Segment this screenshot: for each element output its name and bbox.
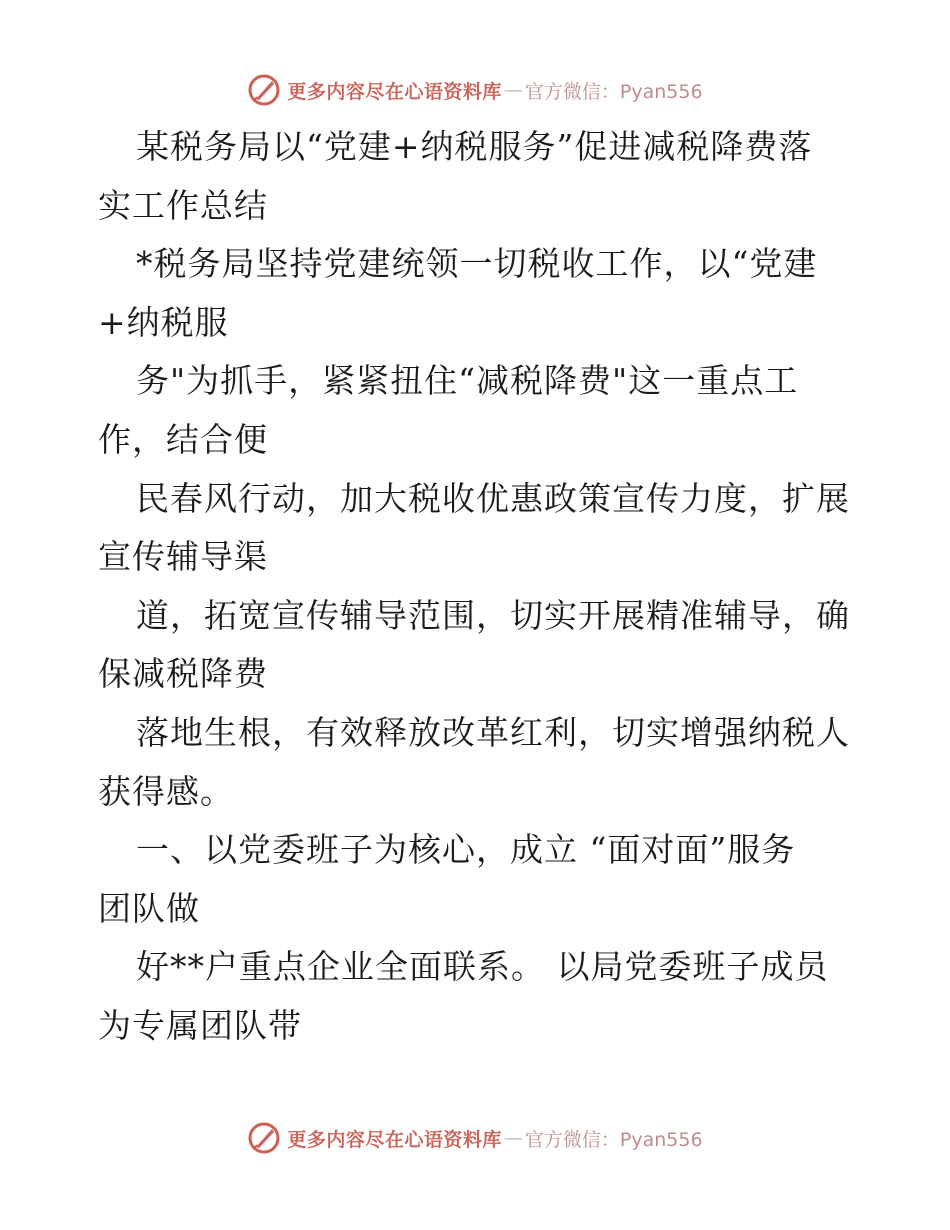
watermark-contact: 官方微信：Pyan556 [524, 80, 703, 103]
watermark-brand: 更多内容尽在心语资料库 [287, 80, 502, 103]
text-line: 落地生根，有效释放改革红利，切实增强纳税人 [136, 712, 850, 752]
text-line: +纳税服 [98, 302, 229, 342]
footer-watermark [0, 1118, 950, 1158]
watermark-contact: 官方微信：Pyan556 [524, 1128, 703, 1151]
text-line: 好**户重点企业全面联系。 以局党委班子成员 [136, 947, 829, 987]
text-line: 为专属团队带 [98, 1005, 302, 1045]
text-line: 民春风行动，加大税收优惠政策宣传力度，扩展 [136, 478, 850, 518]
text-line: 获得感。 [98, 771, 234, 811]
header-watermark [0, 70, 950, 110]
text-line: 道，拓宽宣传辅导范围，切实开展精准辅导，确 [136, 595, 850, 635]
text-line: 某税务局以“党建+纳税服务”促进减税降费落 [136, 127, 813, 166]
text-line: 保减税降费 [98, 654, 268, 694]
text-line: 一、以党委班子为核心，成立 “面对面”服务 [136, 830, 796, 870]
text-line: 务"为抓手，紧紧扭住“减税降费"这一重点工 [136, 361, 799, 401]
text-line: 作，结合便 [98, 419, 268, 459]
watermark-separator: — [503, 1127, 523, 1149]
document-body [98, 118, 858, 1056]
text-line: *税务局坚持党建统领一切税收工作，以“党建 [136, 244, 818, 284]
watermark-brand: 更多内容尽在心语资料库 [287, 1128, 502, 1151]
text-line: 团队做 [98, 888, 200, 928]
watermark-separator: — [503, 79, 523, 101]
text-line: 实工作总结 [98, 185, 268, 225]
text-line: 宣传辅导渠 [98, 537, 268, 577]
quill-logo-icon [247, 73, 281, 107]
quill-logo-icon [247, 1121, 281, 1155]
